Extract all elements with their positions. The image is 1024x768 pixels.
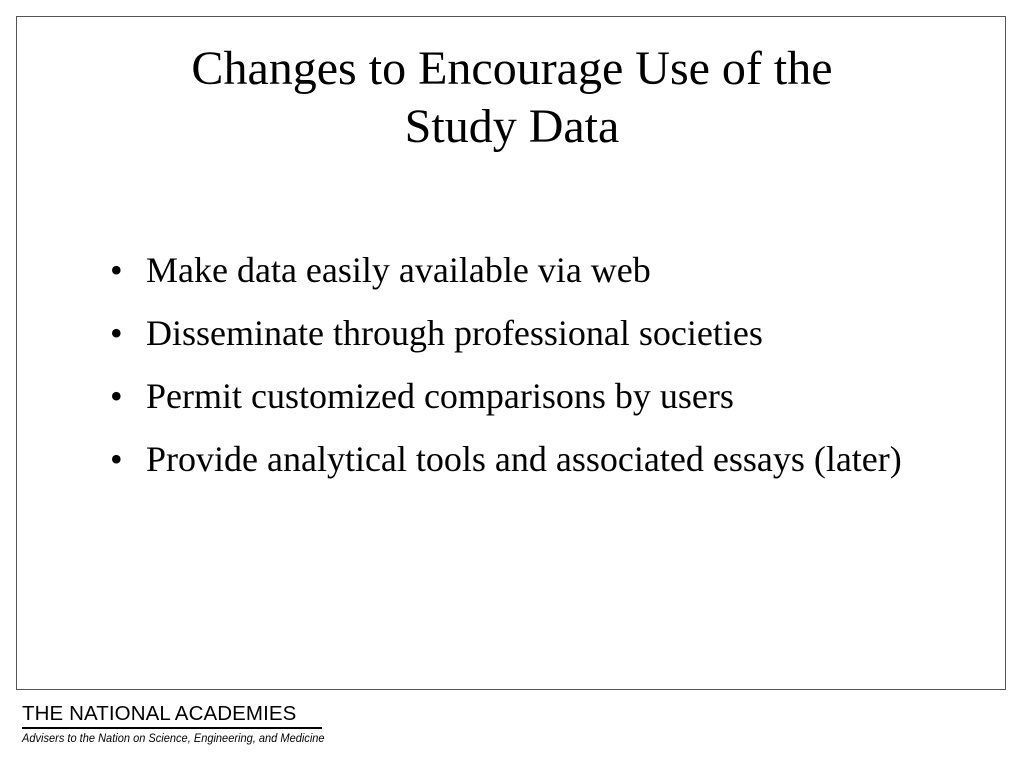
national-academies-logo <box>22 702 342 745</box>
bullet-dot-icon: • <box>110 250 123 290</box>
bullet-item <box>110 244 940 296</box>
bullet-text: Permit customized comparisons by users <box>146 376 734 416</box>
bullet-list <box>110 244 940 496</box>
bullet-text: Provide analytical tools and associated essays (later) <box>146 439 902 479</box>
bullet-item <box>110 307 940 359</box>
bullet-dot-icon: • <box>110 439 123 479</box>
slide-title <box>0 40 1024 156</box>
bullet-dot-icon: • <box>110 376 123 416</box>
slide-title-line-2: Study Data <box>404 100 620 153</box>
bullet-item <box>110 370 940 422</box>
bullet-dot-icon: • <box>110 313 123 353</box>
logo-tagline: Advisers to the Nation on Science, Engineering, and Medicine <box>22 730 325 745</box>
logo-title: THE NATIONAL ACADEMIES <box>22 702 297 725</box>
bullet-text: Make data easily available via web <box>146 250 651 290</box>
bullet-item <box>110 433 940 485</box>
logo-divider <box>22 727 322 729</box>
slide-title-line-1: Changes to Encourage Use of the <box>191 42 833 95</box>
bullet-text: Disseminate through professional societies <box>146 313 763 353</box>
